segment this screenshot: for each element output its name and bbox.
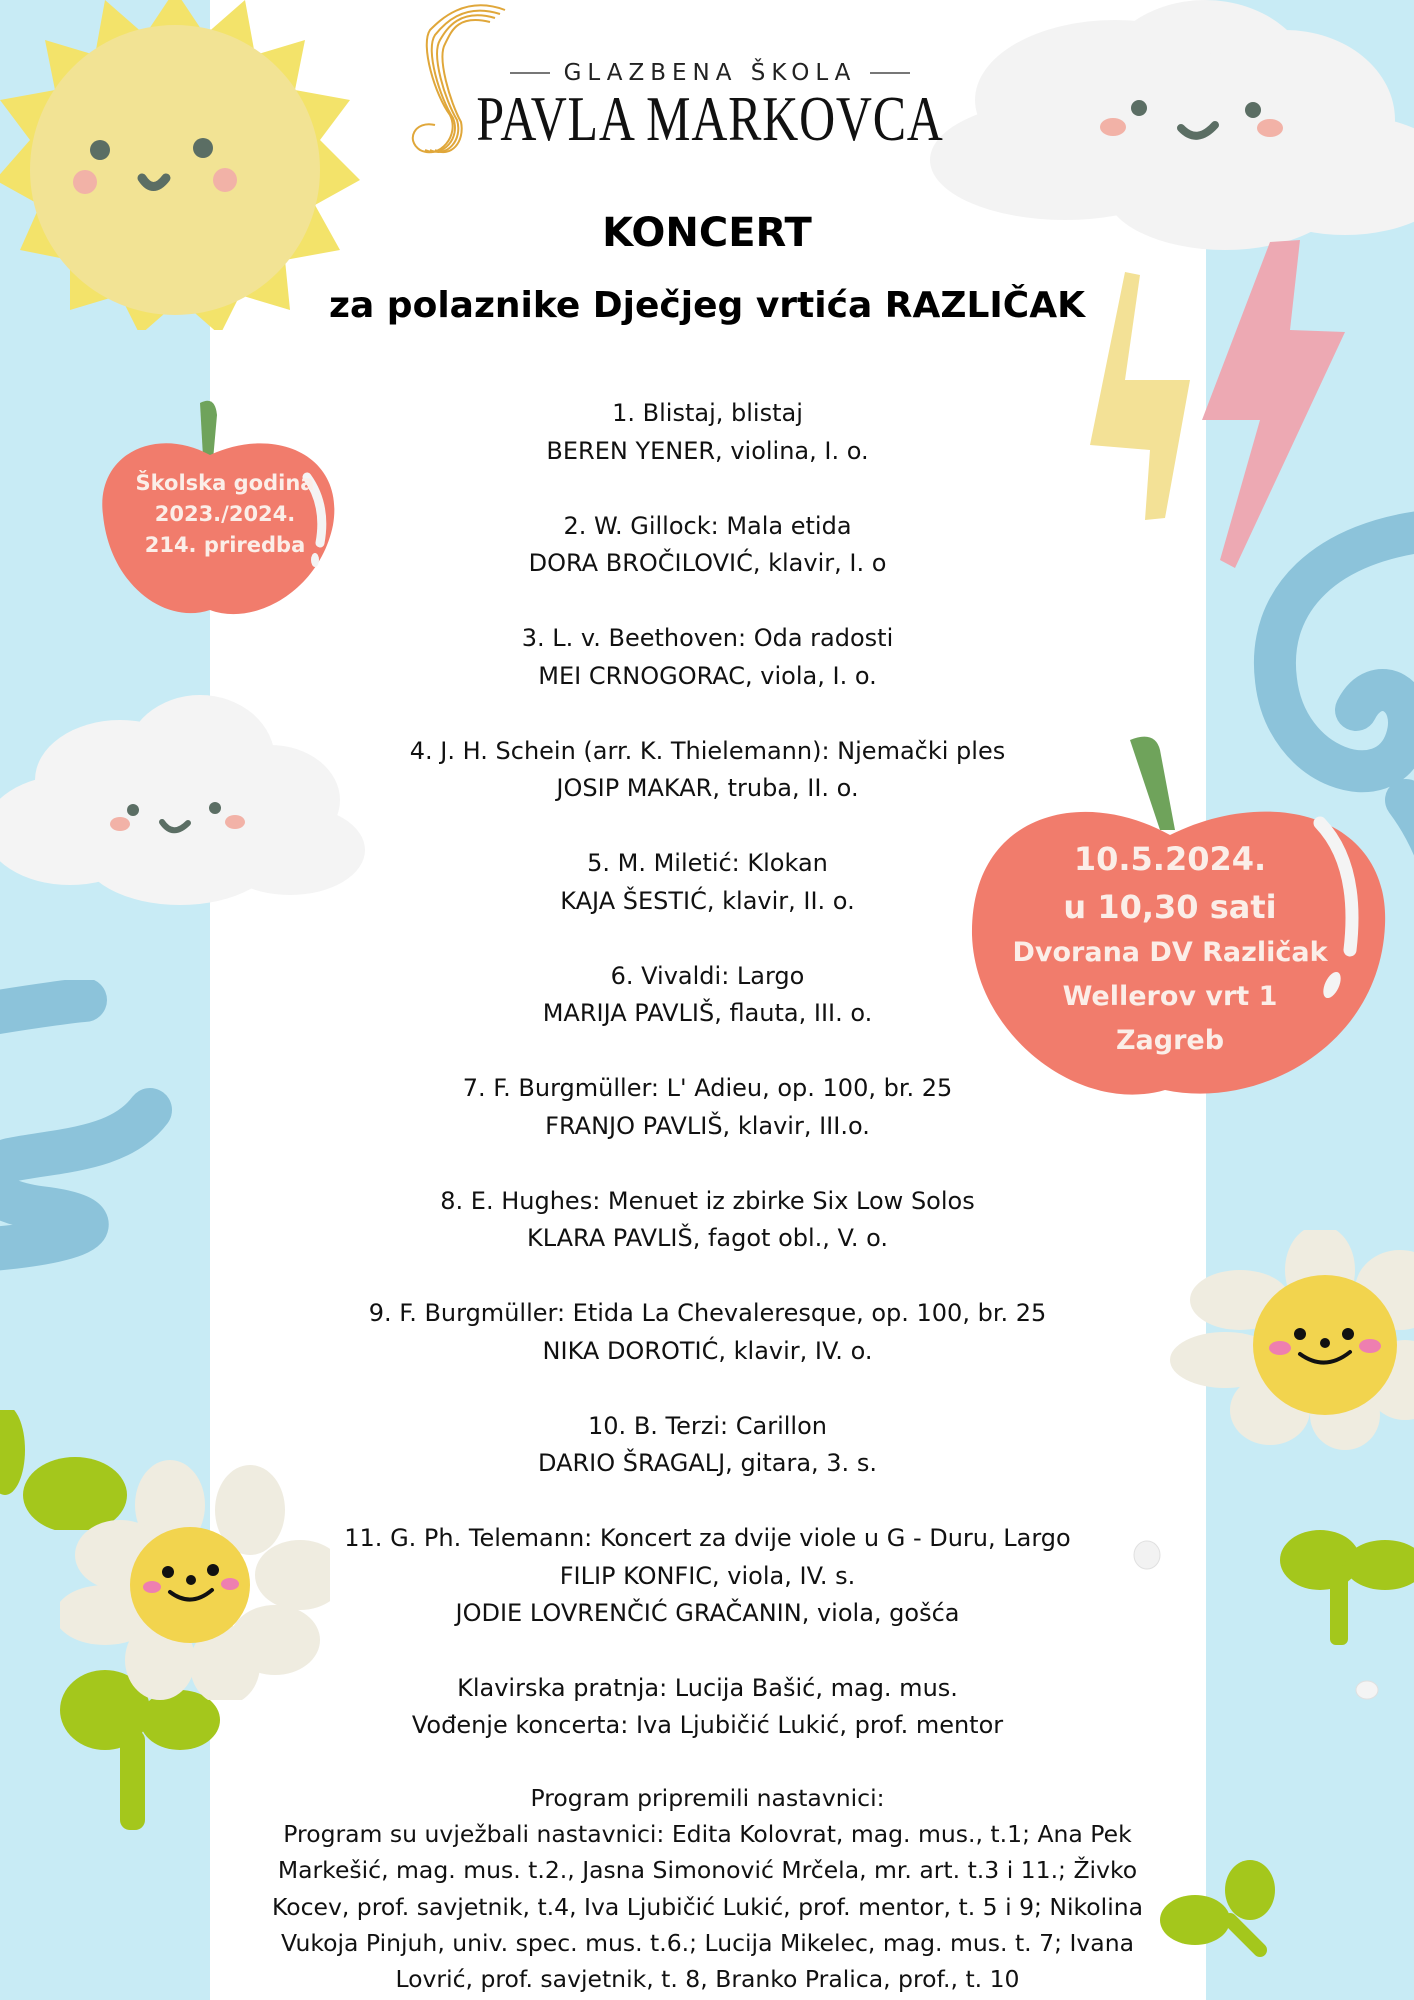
program-performer: KAJA ŠESTIĆ, klavir, II. o. [560, 886, 855, 915]
program-item [260, 395, 1155, 470]
badge-line: Školska godina [135, 471, 315, 495]
program-piece: 10. B. Terzi: Carillon [588, 1411, 827, 1440]
teachers-heading: Program pripremili nastavnici: [530, 1784, 885, 1812]
program-performer: MEI CRNOGORAC, viola, I. o. [538, 661, 877, 690]
smiling-daisy-right-icon [1170, 1230, 1414, 1450]
school-logo [400, 60, 1020, 156]
program-piece: 8. E. Hughes: Menuet iz zbirke Six Low Solos [440, 1186, 975, 1215]
badge-line: 214. priredba [144, 533, 306, 557]
event-time: u 10,30 sati [1063, 888, 1277, 926]
blue-swirl-left-icon [0, 980, 210, 1280]
concert-program [260, 395, 1155, 1670]
program-piece: 1. Blistaj, blistaj [612, 399, 803, 427]
program-performer: MARIJA PAVLIŠ, flauta, III. o. [542, 999, 873, 1027]
program-item [260, 958, 1155, 1033]
program-performer: FRANJO PAVLIŠ, klavir, III.o. [545, 1111, 870, 1140]
teachers-section [240, 1780, 1175, 1997]
pebble-right-icon [1355, 1678, 1379, 1702]
logo-subtitle-text: GLAZBENA ŠKOLA [563, 60, 857, 86]
smiling-sun-icon [0, 0, 370, 330]
sprout-bottom-right-icon [1160, 1860, 1290, 1970]
program-piece: 11. G. Ph. Telemann: Koncert za dvije viole u G - Duru, Largo [344, 1524, 1071, 1552]
program-performer: NIKA DOROTIĆ, klavir, IV. o. [542, 1336, 873, 1365]
program-item [260, 1408, 1155, 1483]
host-credit: Vođenje koncerta: Iva Ljubičić Lukić, prof. mentor [411, 1711, 1004, 1739]
event-address: Wellerov vrt 1 [1062, 981, 1278, 1012]
concert-title: KONCERT [602, 210, 812, 256]
sprout-right-icon [1280, 1520, 1414, 1660]
program-performer: FILIP KONFIC, viola, IV. s. [559, 1561, 856, 1590]
program-piece: 6. Vivaldi: Largo [610, 961, 805, 990]
program-item [260, 1183, 1155, 1258]
program-piece: 7. F. Burgmüller: L' Adieu, op. 100, br. 25 [462, 1074, 953, 1102]
program-piece: 9. F. Burgmüller: Etida La Chevaleresque, op. 100, br. 25 [368, 1299, 1047, 1327]
badge-line: 2023./2024. [154, 502, 296, 526]
logo-dash-right [870, 72, 910, 74]
program-piece: 2. W. Gillock: Mala etida [563, 511, 852, 540]
accompaniment-credit: Klavirska pratnja: Lucija Bašić, mag. mus. [457, 1674, 958, 1702]
program-performer: JODIE LOVRENČIĆ GRAČANIN, viola, gošća [455, 1599, 960, 1627]
program-item [260, 1070, 1155, 1145]
event-venue: Dvorana DV Različak [1012, 937, 1328, 968]
logo-dash-left [510, 72, 550, 74]
program-piece: 5. M. Miletić: Klokan [587, 849, 828, 877]
program-piece: 4. J. H. Schein (arr. K. Thielemann): Njemački ples [409, 736, 1006, 765]
program-performer: BEREN YENER, violina, I. o. [546, 436, 869, 465]
program-item [260, 845, 1155, 920]
program-item [260, 508, 1155, 583]
concert-credits [240, 1670, 1175, 1744]
program-piece: 3. L. v. Beethoven: Oda radosti [521, 624, 894, 652]
event-city: Zagreb [1115, 1025, 1225, 1056]
concert-subtitle: za polaznike Dječjeg vrtića RAZLIČAK [329, 285, 1085, 326]
event-date: 10.5.2024. [1073, 840, 1267, 878]
teachers-list: Program su uvježbali nastavnici: Edita Kolovrat, mag. mus., t.1; Ana Pek Markešić, mag. mus. t.2., Jasna Simonović Mrčela, mr. art. t.3 i 11.; Živko Kocev, prof. savjetnik, t.4, Iva Ljubičić Lukić, prof. mentor, t. 5 i 9; Nikolina Vukoja Pinjuh, univ. spec. mus. t.6.; Lucija Mikelec, mag. mus. t. 7; Ivana Lovrić, prof. savjetnik, t. 8, Branko Pralica, prof., t. 10 [271, 1820, 1144, 1994]
program-item [260, 733, 1155, 808]
program-performer: KLARA PAVLIŠ, fagot obl., V. o. [526, 1224, 889, 1252]
program-performer: JOSIP MAKAR, truba, II. o. [556, 774, 859, 802]
program-performer: DARIO ŠRAGALJ, gitara, 3. s. [538, 1449, 877, 1477]
logo-name: PAVLA MARKOVCA [476, 83, 944, 154]
program-performer: DORA BROČILOVIĆ, klavir, I. o [528, 549, 887, 577]
program-item [260, 1295, 1155, 1370]
program-item [260, 1520, 1155, 1633]
program-item [260, 620, 1155, 695]
